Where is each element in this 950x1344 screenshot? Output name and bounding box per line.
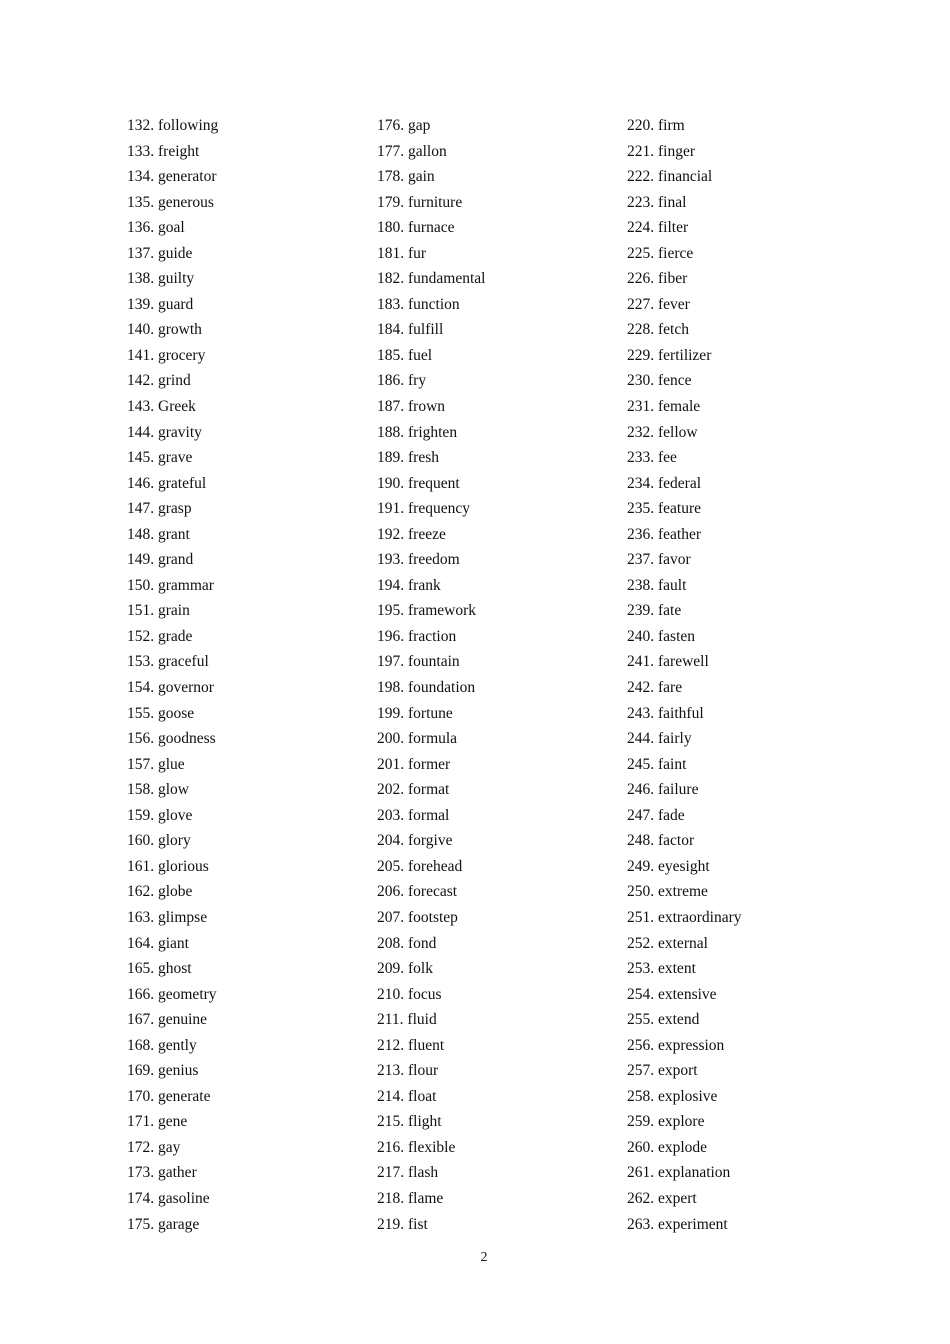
word-entry: 203. formal (377, 806, 450, 824)
word-entry: 152. grade (127, 627, 193, 645)
word-entry: 182. fundamental (377, 270, 486, 288)
word-entry: 162. globe (127, 883, 193, 901)
word-entry: 213. flour (377, 1062, 439, 1080)
page-number: 2 (480, 1250, 488, 1265)
word-entry: 217. flash (377, 1164, 439, 1182)
word-entry: 231. female (627, 398, 701, 416)
word-entry: 172. gay (127, 1138, 181, 1156)
word-entry: 187. frown (377, 398, 446, 416)
word-entry: 240. fasten (627, 627, 696, 645)
word-entry: 241. farewell (627, 653, 709, 671)
word-entry: 261. explanation (627, 1164, 731, 1182)
word-entry: 186. fry (377, 372, 427, 390)
word-entry: 248. factor (627, 832, 695, 850)
word-entry: 169. genius (127, 1062, 199, 1080)
word-entry: 138. guilty (127, 270, 195, 288)
word-entry: 174. gasoline (127, 1189, 210, 1207)
word-entry: 247. fade (627, 806, 685, 824)
word-entry: 146. grateful (127, 474, 207, 492)
word-entry: 263. experiment (627, 1215, 728, 1233)
word-entry: 254. extensive (627, 985, 717, 1003)
word-entry: 232. fellow (627, 423, 698, 441)
word-entry: 225. fierce (627, 244, 694, 262)
word-entry: 144. gravity (127, 423, 202, 441)
word-entry: 148. grant (127, 525, 190, 543)
word-entry: 250. extreme (627, 883, 708, 901)
word-entry: 198. foundation (377, 679, 476, 697)
word-entry: 229. fertilizer (627, 346, 712, 364)
word-entry: 207. footstep (377, 908, 458, 926)
word-entry: 180. furnace (377, 219, 455, 237)
word-entry: 228. fetch (627, 321, 689, 339)
word-entry: 230. fence (627, 372, 692, 390)
word-entry: 135. generous (127, 193, 214, 211)
word-entry: 178. gain (377, 168, 435, 186)
word-entry: 199. fortune (377, 704, 453, 722)
word-entry: 154. governor (127, 679, 214, 697)
word-column-2 (377, 113, 617, 1237)
word-entry: 151. grain (127, 602, 190, 620)
word-entry: 133. freight (127, 142, 200, 160)
word-entry: 220. firm (627, 117, 685, 134)
word-entry: 211. fluid (377, 1011, 437, 1029)
word-entry: 167. genuine (127, 1011, 208, 1029)
word-entry: 150. grammar (127, 576, 214, 594)
word-entry: 188. frighten (377, 423, 458, 441)
word-entry: 166. geometry (127, 985, 217, 1003)
word-column-1 (127, 113, 367, 1237)
word-entry: 237. favor (627, 551, 691, 569)
word-entry: 202. format (377, 781, 450, 799)
word-column-3 (627, 113, 867, 1237)
word-entry: 136. goal (127, 219, 185, 237)
word-entry: 218. flame (377, 1189, 444, 1207)
word-entry: 196. fraction (377, 627, 457, 645)
word-entry: 235. feature (627, 500, 702, 518)
word-entry: 177. gallon (377, 142, 447, 160)
word-entry: 163. glimpse (127, 908, 208, 926)
word-entry: 205. forehead (377, 857, 463, 875)
word-entry: 204. forgive (377, 832, 453, 850)
word-entry: 200. formula (377, 730, 458, 748)
word-entry: 173. gather (127, 1164, 197, 1182)
word-entry: 161. glorious (127, 857, 209, 875)
word-entry: 176. gap (377, 117, 431, 134)
word-entry: 190. frequent (377, 474, 460, 492)
word-entry: 222. financial (627, 168, 713, 186)
word-entry: 183. function (377, 295, 460, 313)
word-entry: 201. former (377, 755, 451, 773)
word-entry: 262. expert (627, 1189, 697, 1207)
word-entry: 184. fulfill (377, 321, 444, 339)
word-entry: 223. final (627, 193, 687, 211)
word-entry: 219. fist (377, 1215, 428, 1233)
word-entry: 259. explore (627, 1113, 705, 1131)
word-entry: 191. frequency (377, 500, 470, 518)
word-entry: 153. graceful (127, 653, 209, 671)
word-entry: 140. growth (127, 321, 202, 339)
word-entry: 209. folk (377, 960, 433, 978)
word-entry: 239. fate (627, 602, 682, 620)
word-entry: 246. failure (627, 781, 699, 799)
word-entry: 185. fuel (377, 346, 433, 364)
word-entry: 171. gene (127, 1113, 188, 1131)
word-entry: 249. eyesight (627, 857, 710, 875)
word-entry: 242. fare (627, 679, 683, 697)
word-entry: 197. fountain (377, 653, 460, 671)
word-entry: 132. following (127, 117, 219, 134)
word-entry: 142. grind (127, 372, 191, 390)
word-entry: 134. generator (127, 168, 217, 186)
word-entry: 212. fluent (377, 1036, 445, 1054)
word-entry: 224. filter (627, 219, 689, 237)
word-entry: 243. faithful (627, 704, 704, 722)
word-entry: 195. framework (377, 602, 476, 620)
word-entry: 175. garage (127, 1215, 200, 1233)
word-entry: 260. explode (627, 1138, 708, 1156)
word-entry: 159. glove (127, 806, 193, 824)
word-entry: 236. feather (627, 525, 702, 543)
word-entry: 145. grave (127, 449, 193, 467)
word-entry: 156. goodness (127, 730, 216, 748)
word-entry: 234. federal (627, 474, 702, 492)
word-entry: 221. finger (627, 142, 696, 160)
word-entry: 214. float (377, 1087, 437, 1105)
word-entry: 149. grand (127, 551, 194, 569)
word-entry: 252. external (627, 934, 708, 952)
word-entry: 160. glory (127, 832, 191, 850)
word-entry: 216. flexible (377, 1138, 456, 1156)
word-entry: 256. expression (627, 1036, 725, 1054)
word-entry: 245. faint (627, 755, 687, 773)
word-entry: 206. forecast (377, 883, 458, 901)
word-entry: 258. explosive (627, 1087, 718, 1105)
word-entry: 147. grasp (127, 500, 192, 518)
word-entry: 164. giant (127, 934, 189, 952)
word-entry: 165. ghost (127, 960, 192, 978)
word-entry: 141. grocery (127, 346, 206, 364)
word-entry: 139. guard (127, 295, 194, 313)
word-entry: 208. fond (377, 934, 437, 952)
word-entry: 189. fresh (377, 449, 439, 467)
word-entry: 226. fiber (627, 270, 688, 288)
word-entry: 210. focus (377, 985, 442, 1003)
word-entry: 227. fever (627, 295, 690, 313)
word-entry: 233. fee (627, 449, 677, 467)
word-entry: 155. goose (127, 704, 195, 722)
word-entry: 192. freeze (377, 525, 446, 543)
word-entry: 193. freedom (377, 551, 460, 569)
word-entry: 168. gently (127, 1036, 197, 1054)
word-entry: 253. extent (627, 960, 696, 978)
word-entry: 170. generate (127, 1087, 211, 1105)
word-entry: 244. fairly (627, 730, 692, 748)
word-entry: 143. Greek (127, 398, 196, 416)
word-entry: 179. furniture (377, 193, 463, 211)
word-entry: 194. frank (377, 576, 441, 594)
word-entry: 238. fault (627, 576, 687, 594)
word-entry: 137. guide (127, 244, 193, 262)
word-entry: 251. extraordinary (627, 908, 742, 926)
word-entry: 181. fur (377, 244, 427, 262)
word-entry: 255. extend (627, 1011, 700, 1029)
word-entry: 215. flight (377, 1113, 442, 1131)
word-entry: 157. glue (127, 755, 185, 773)
word-entry: 257. export (627, 1062, 698, 1080)
word-entry: 158. glow (127, 781, 189, 799)
